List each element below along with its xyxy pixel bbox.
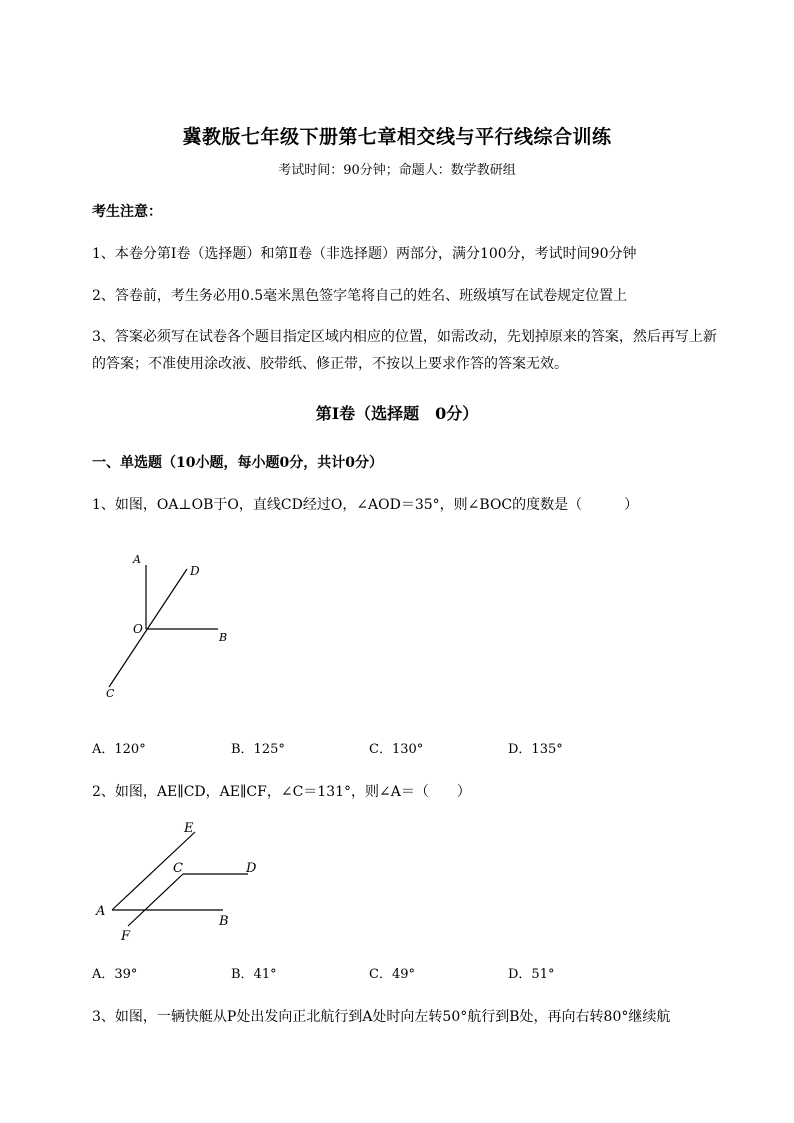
label-a: A — [96, 904, 106, 919]
notice-item-2: 2、答卷前，考生务必用0.5毫米黑色签字笔将自己的姓名、班级填写在试卷规定位置上 — [92, 288, 628, 304]
question-1-figure — [95, 545, 245, 705]
question-1-option-b[interactable]: B．125° — [231, 742, 285, 757]
notice-item-3-line-2: 的答案；不准使用涂改液、胶带纸、修正带，不按以上要求作答的答案无效。 — [92, 356, 568, 372]
label-c: C — [106, 687, 115, 700]
question-1-option-d[interactable]: D．135° — [508, 742, 563, 757]
question-1-option-a[interactable]: A．120° — [92, 742, 146, 757]
question-1-text: 1、如图，OA⊥OB于O，直线CD经过O，∠AOD＝35°，则∠BOC的度数是（ ） — [92, 497, 639, 513]
label-f: F — [121, 929, 131, 944]
question-2-option-c[interactable]: C．49° — [369, 967, 415, 982]
question-group-heading: 一、单选题（10小题，每小题0分，共计0分） — [92, 455, 383, 471]
label-o: O — [133, 622, 143, 636]
question-1-option-c[interactable]: C．130° — [369, 742, 424, 757]
label-e: E — [184, 821, 194, 836]
label-b: B — [219, 631, 228, 644]
notice-heading: 考生注意： — [92, 204, 162, 220]
question-3-text: 3、如图，一辆快艇从P处出发向正北航行到A处时向左转50°航行到B处，再向右转80°继续航 — [92, 1009, 671, 1025]
question-2-text: 2、如图，AE∥CD，AE∥CF，∠C＝131°，则∠A＝（ ） — [92, 784, 471, 800]
section-title: 第Ⅰ卷（选择题 0分） — [315, 404, 479, 423]
label-a: A — [133, 553, 141, 566]
notice-item-3-line-1: 3、答案必须写在试卷各个题目指定区域内相应的位置，如需改动，先划掉原来的答案，然后再写上新 — [92, 329, 717, 345]
exam-info: 考试时间：90分钟；命题人：数学教研组 — [278, 163, 516, 178]
question-2-option-d[interactable]: D．51° — [508, 967, 555, 982]
question-2-option-a[interactable]: A．39° — [92, 967, 138, 982]
page-title: 冀教版七年级下册第七章相交线与平行线综合训练 — [182, 126, 612, 148]
question-2-option-b[interactable]: B．41° — [231, 967, 277, 982]
label-d: D — [246, 861, 257, 876]
line-cd — [109, 569, 187, 687]
line-cf — [128, 874, 183, 926]
label-d: D — [190, 564, 200, 578]
label-b: B — [219, 914, 229, 929]
label-c: C — [173, 861, 183, 876]
question-2-figure — [90, 818, 270, 948]
notice-item-1: 1、本卷分第Ⅰ卷（选择题）和第Ⅱ卷（非选择题）两部分，满分100分，考试时间90分钟 — [92, 246, 637, 262]
